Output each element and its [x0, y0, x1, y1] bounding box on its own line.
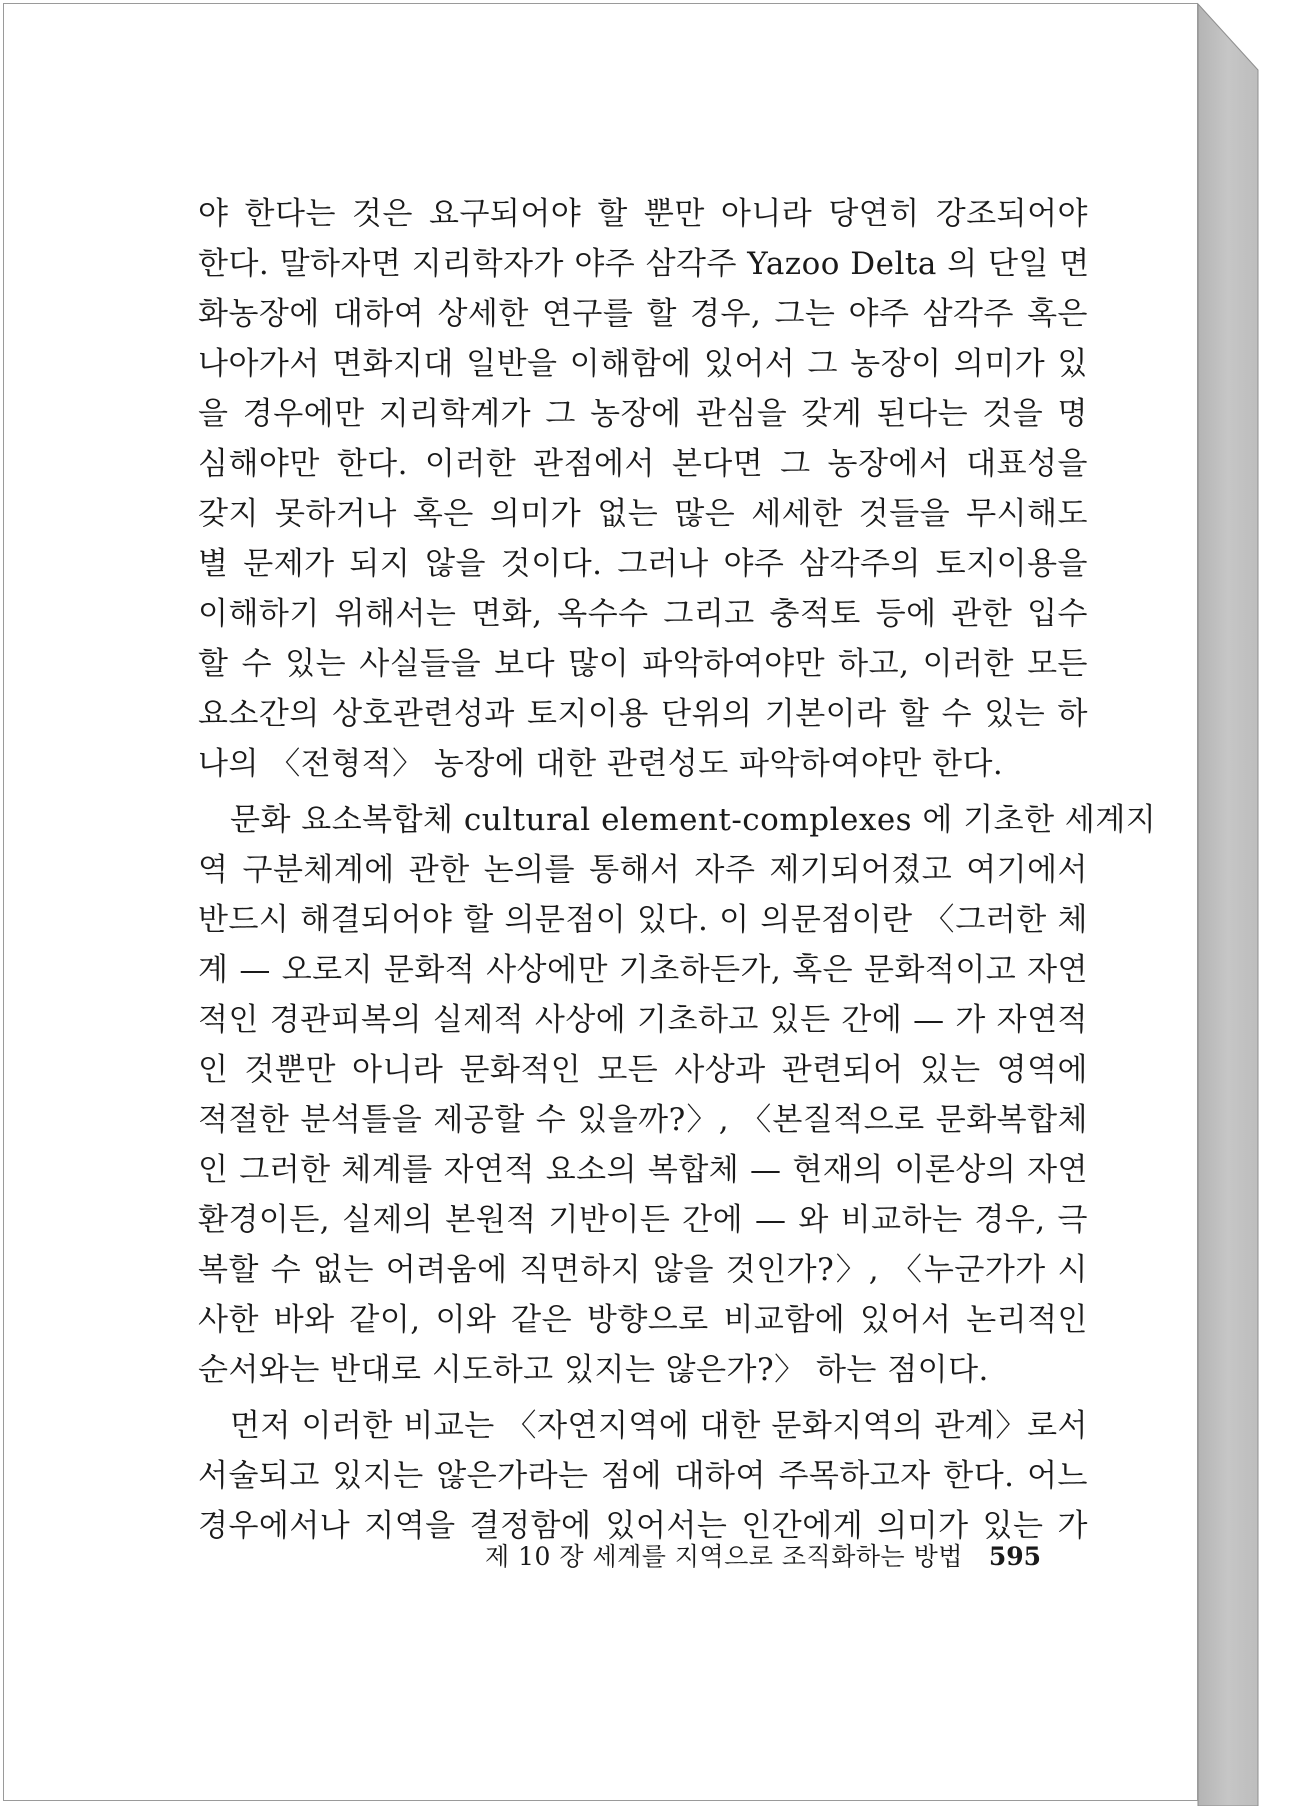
page-number: 595	[988, 1542, 1042, 1571]
text-line: 화농장에 대하여 상세한 연구를 할 경우, 그는 야주 삼각주 혹은	[198, 296, 1088, 332]
text-line: 사한 바와 같이, 이와 같은 방향으로 비교함에 있어서 논리적인	[198, 1302, 1088, 1338]
text-line: 요소간의 상호관련성과 토지이용 단위의 기본이라 할 수 있는 하	[198, 696, 1088, 732]
text-line: 인 그러한 체계를 자연적 요소의 복합체 — 현재의 이론상의 자연	[198, 1152, 1088, 1188]
text-line: 이해하기 위해서는 면화, 옥수수 그리고 충적토 등에 관한 입수	[198, 596, 1088, 632]
text-line: 별 문제가 되지 않을 것이다. 그러나 야주 삼각주의 토지이용을	[198, 546, 1088, 582]
body-text	[198, 189, 1157, 1551]
text-line: 역 구분체계에 관한 논의를 통해서 자주 제기되어졌고 여기에서	[198, 852, 1088, 888]
text-line: 적인 경관피복의 실제적 사상에 기초하고 있든 간에 — 가 자연적	[198, 1002, 1088, 1038]
text-line: 나의 〈전형적〉 농장에 대한 관련성도 파악하여야만 한다.	[198, 746, 1004, 782]
text-line: 갖지 못하거나 혹은 의미가 없는 많은 세세한 것들을 무시해도	[198, 496, 1088, 532]
text-line: 복할 수 없는 어려움에 직면하지 않을 것인가?〉, 〈누군가가 시	[198, 1252, 1088, 1288]
text-line: 할 수 있는 사실들을 보다 많이 파악하여야만 하고, 이러한 모든	[198, 646, 1088, 682]
chapter-title: 제 10 장 세계를 지역으로 조직화하는 방법	[485, 1542, 963, 1571]
text-line: 계 — 오로지 문화적 사상에만 기초하든가, 혹은 문화적이고 자연	[198, 952, 1088, 988]
text-line: 야 한다는 것은 요구되어야 할 뿐만 아니라 당연히 강조되어야	[198, 196, 1088, 232]
text-line: 한다. 말하자면 지리학자가 야주 삼각주 Yazoo Delta 의 단일 면	[198, 246, 1090, 282]
page-footer	[485, 1537, 1065, 1573]
text-line: 반드시 해결되어야 할 의문점이 있다. 이 의문점이란 〈그러한 체	[198, 902, 1088, 938]
text-line: 경우에서나 지역을 결정함에 있어서는 인간에게 의미가 있는 가	[198, 1508, 1088, 1544]
text-line: 먼저 이러한 비교는 〈자연지역에 대한 문화지역의 관계〉로서	[230, 1408, 1088, 1444]
text-line: 서술되고 있지는 않은가라는 점에 대하여 주목하고자 한다. 어느	[198, 1458, 1088, 1494]
text-line: 환경이든, 실제의 본원적 기반이든 간에 — 와 비교하는 경우, 극	[198, 1202, 1088, 1238]
text-line: 적절한 분석틀을 제공할 수 있을까?〉, 〈본질적으로 문화복합체	[198, 1102, 1088, 1138]
text-line: 인 것뿐만 아니라 문화적인 모든 사상과 관련되어 있는 영역에	[198, 1052, 1088, 1088]
text-line: 나아가서 면화지대 일반을 이해함에 있어서 그 농장이 의미가 있	[198, 346, 1088, 382]
text-line: 순서와는 반대로 시도하고 있지는 않은가?〉 하는 점이다.	[198, 1352, 989, 1388]
text-line: 문화 요소복합체 cultural element-complexes 에 기초한 세계지	[230, 802, 1157, 838]
text-line: 심해야만 한다. 이러한 관점에서 본다면 그 농장에서 대표성을	[198, 446, 1088, 482]
text-line: 을 경우에만 지리학계가 그 농장에 관심을 갖게 된다는 것을 명	[198, 396, 1088, 432]
